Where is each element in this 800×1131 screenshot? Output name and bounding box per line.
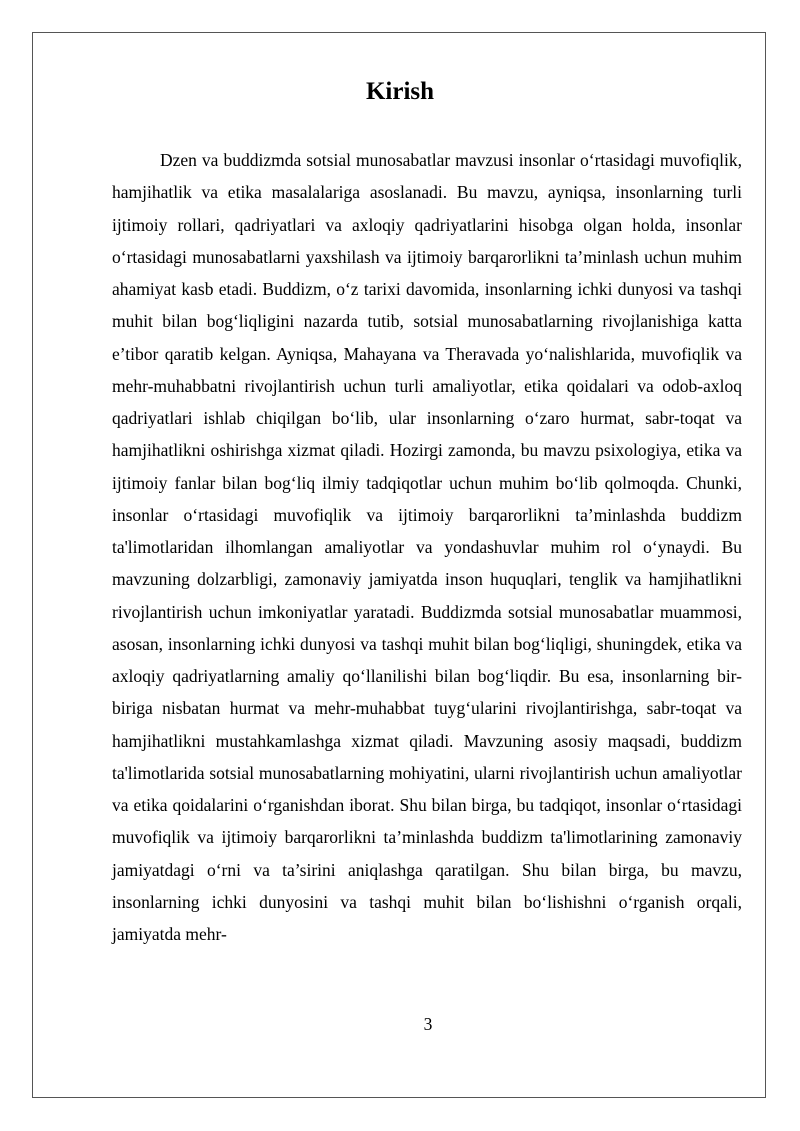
body-paragraph: Dzen va buddizmda sotsial munosabatlar mavzusi insonlar o‘rtasidagi muvofiqlik, hamjihatlik va etika masalalariga asoslanadi. Bu mavzu, ayniqsa, insonlarning turli ijtimoiy rollari, qadriyatlari va axloqiy qadriyatlarini hisobga olgan holda, insonlar o‘rtasidagi munosabatlarni yaxshilash va ijtimoiy barqarorlikni ta’minlash uchun muhim ahamiyat kasb etadi. Buddizm, o‘z tarixi davomida, insonlarning ichki dunyosi va tashqi muhit bilan bog‘liqligini nazarda tutib, sotsial munosabatlarning rivojlanishiga katta e’tibor qaratib kelgan. Ayniqsa, Mahayana va Theravada yo‘nalishlarida, muvofiqlik va mehr-muhabbatni rivojlantirish uchun turli amaliyotlar, etika qoidalari va odob-axloq qadriyatlari ishlab chiqilgan bo‘lib, ular insonlarning o‘zaro hurmat, sabr-toqat va hamjihatlikni oshirishga xizmat qiladi. Hozirgi zamonda, bu mavzu psixologiya, etika va ijtimoiy fanlar bilan bog‘liq ilmiy tadqiqotlar uchun muhim bo‘lib qolmoqda. Chunki, insonlar o‘rtasidagi muvofiqlik va ijtimoiy barqarorlikni ta’minlashda buddizm ta'limotlaridan ilhomlangan amaliyotlar va yondashuvlar muhim rol o‘ynaydi. Bu mavzuning dolzarbligi, zamonaviy jamiyatda inson huquqlari, tenglik va hamjihatlikni rivojlantirish uchun imkoniyatlar yaratadi. Buddizmda sotsial munosabatlar muammosi, asosan, insonlarning ichki dunyosi va tashqi muhit bilan bog‘liqligi, shuningdek, etika va axloqiy qadriyatlarning amaliy qo‘llanilishi bilan bog‘liqdir. Bu esa, insonlarning bir-biriga nisbatan hurmat va mehr-muhabbat tuyg‘ularini rivojlantirishga, sabr-toqat va hamjihatlikni mustahkamlashga xizmat qiladi. Mavzuning asosiy maqsadi, buddizm ta'limotlarida sotsial munosabatlarning mohiyatini, ularni rivojlantirish uchun amaliyotlar va etika qoidalarini o‘rganishdan iborat. Shu bilan birga, bu tadqiqot, insonlar o‘rtasidagi muvofiqlik va ijtimoiy barqarorlikni ta’minlashda buddizm ta'limotlarining zamonaviy jamiyatdagi o‘rni va ta’sirini aniqlashga qaratilgan. Shu bilan birga, bu mavzu, insonlarning ichki dunyosini va tashqi muhit bilan bo‘lishishni o‘rganish orqali, jamiyatda mehr- [112, 150, 742, 944]
page-title: Kirish [365, 78, 435, 105]
page-number: 3 [423, 1014, 433, 1034]
